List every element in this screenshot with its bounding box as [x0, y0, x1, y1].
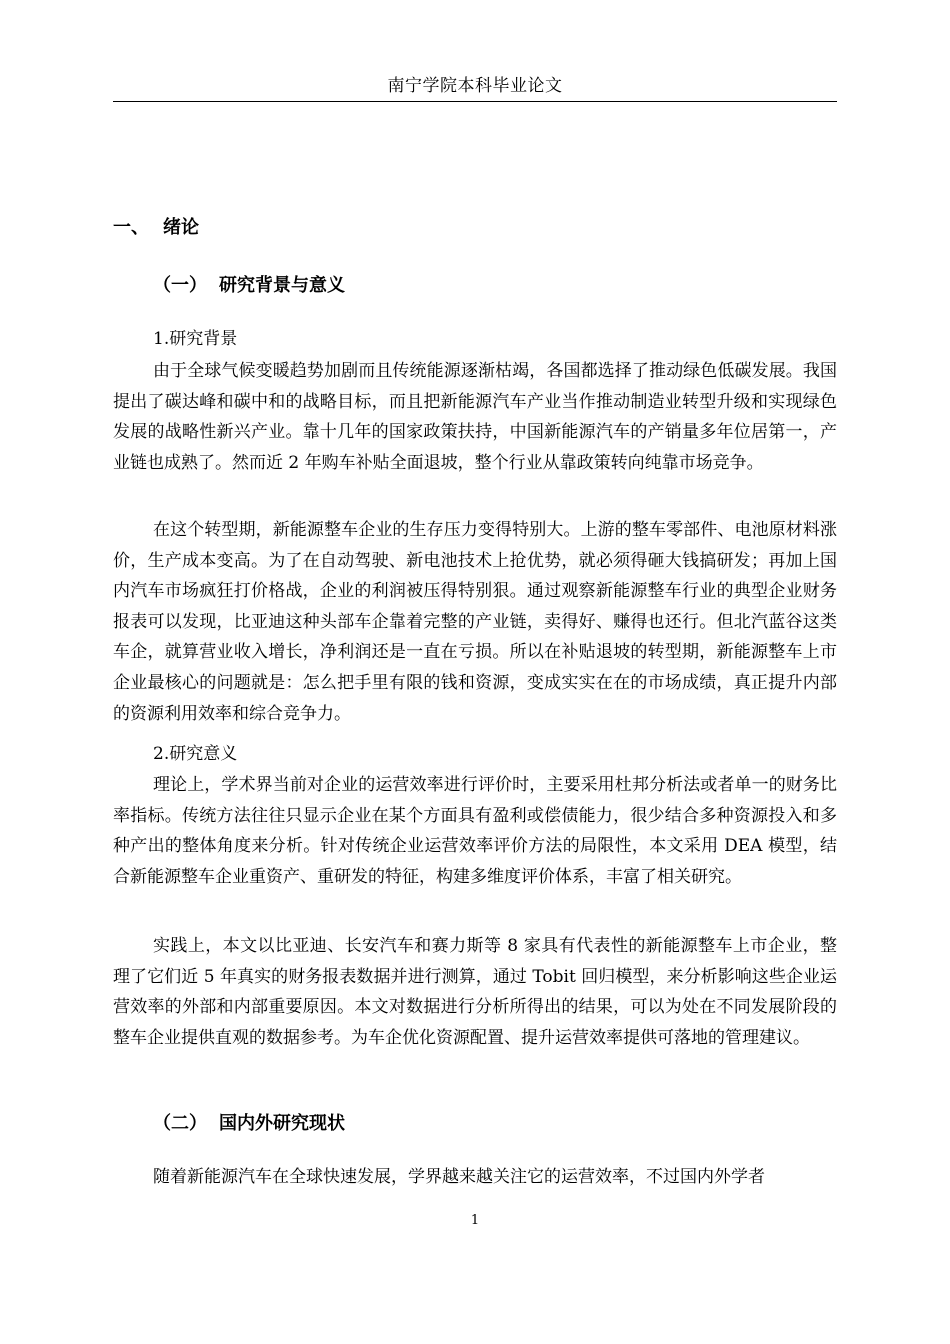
section-number-1: （一）: [153, 275, 207, 296]
body-paragraph: 理论上，学术界当前对企业的运营效率进行评价时，主要采用杜邦分析法或者单一的财务比率指标。传统方法往往只显示企业在某个方面具有盈利或偿债能力，很少结合多种资源投入和多种产出的整体角度来分析。针对传统企业运营效率评价方法的局限性，本文采用 DEA 模型，结合新能源整车企业重资产、重研发的特征，构建多维度评价体系，丰富了相关研究。: [113, 775, 837, 887]
header-rule: [113, 101, 837, 102]
running-header: 南宁学院本科毕业论文: [387, 76, 563, 96]
section-heading-2: [153, 1110, 345, 1138]
section-heading-1: [153, 272, 345, 300]
section-number-2: （二）: [153, 1113, 207, 1134]
chapter-number: 一、: [113, 217, 149, 238]
section-title-2: 国内外研究现状: [219, 1113, 345, 1134]
section-title-1: 研究背景与意义: [219, 275, 345, 296]
body-paragraph: 在这个转型期，新能源整车企业的生存压力变得特别大。上游的整车零部件、电池原材料涨价，生产成本变高。为了在自动驾驶、新电池技术上抢优势，就必须得砸大钱搞研发；再加上国内汽车市场疯狂打价格战，企业的利润被压得特别狠。通过观察新能源整车行业的典型企业财务报表可以发现，比亚迪这种头部车企靠着完整的产业链，卖得好、赚得也还行。但北汽蓝谷这类车企，就算营业收入增长，净利润还是一直在亏损。所以在补贴退坡的转型期，新能源整车上市企业最核心的问题就是：怎么把手里有限的钱和资源，变成实实在在的市场成绩，真正提升内部的资源利用效率和综合竞争力。: [113, 520, 837, 724]
body-paragraph: 由于全球气候变暖趋势加剧而且传统能源逐渐枯竭，各国都选择了推动绿色低碳发展。我国提出了碳达峰和碳中和的战略目标，而且把新能源汽车产业当作推动制造业转型升级和实现绿色发展的战略性新兴产业。靠十几年的国家政策扶持，中国新能源汽车的产销量多年位居第一，产业链也成熟了。然而近 2 年购车补贴全面退坡，整个行业从靠政策转向纯靠市场竞争。: [113, 361, 837, 473]
chapter-title: 绪论: [163, 217, 199, 238]
chapter-heading: [113, 214, 199, 242]
page-number: 1: [470, 1213, 480, 1228]
body-paragraph: 随着新能源汽车在全球快速发展，学界越来越关注它的运营效率，不过国内外学者: [153, 1167, 765, 1187]
subsection-heading-background: 1.研究背景: [153, 329, 238, 349]
subsection-heading-significance: 2.研究意义: [153, 744, 238, 764]
body-paragraph: 实践上，本文以比亚迪、长安汽车和赛力斯等 8 家具有代表性的新能源整车上市企业，整理了它们近 5 年真实的财务报表数据并进行测算，通过 Tobit 回归模型，来分析影响这些企业运营效率的外部和内部重要原因。本文对数据进行分析所得出的结果，可以为处在不同发展阶段的整车企业提供直观的数据参考。为车企优化资源配置、提升运营效率提供可落地的管理建议。: [113, 936, 837, 1048]
